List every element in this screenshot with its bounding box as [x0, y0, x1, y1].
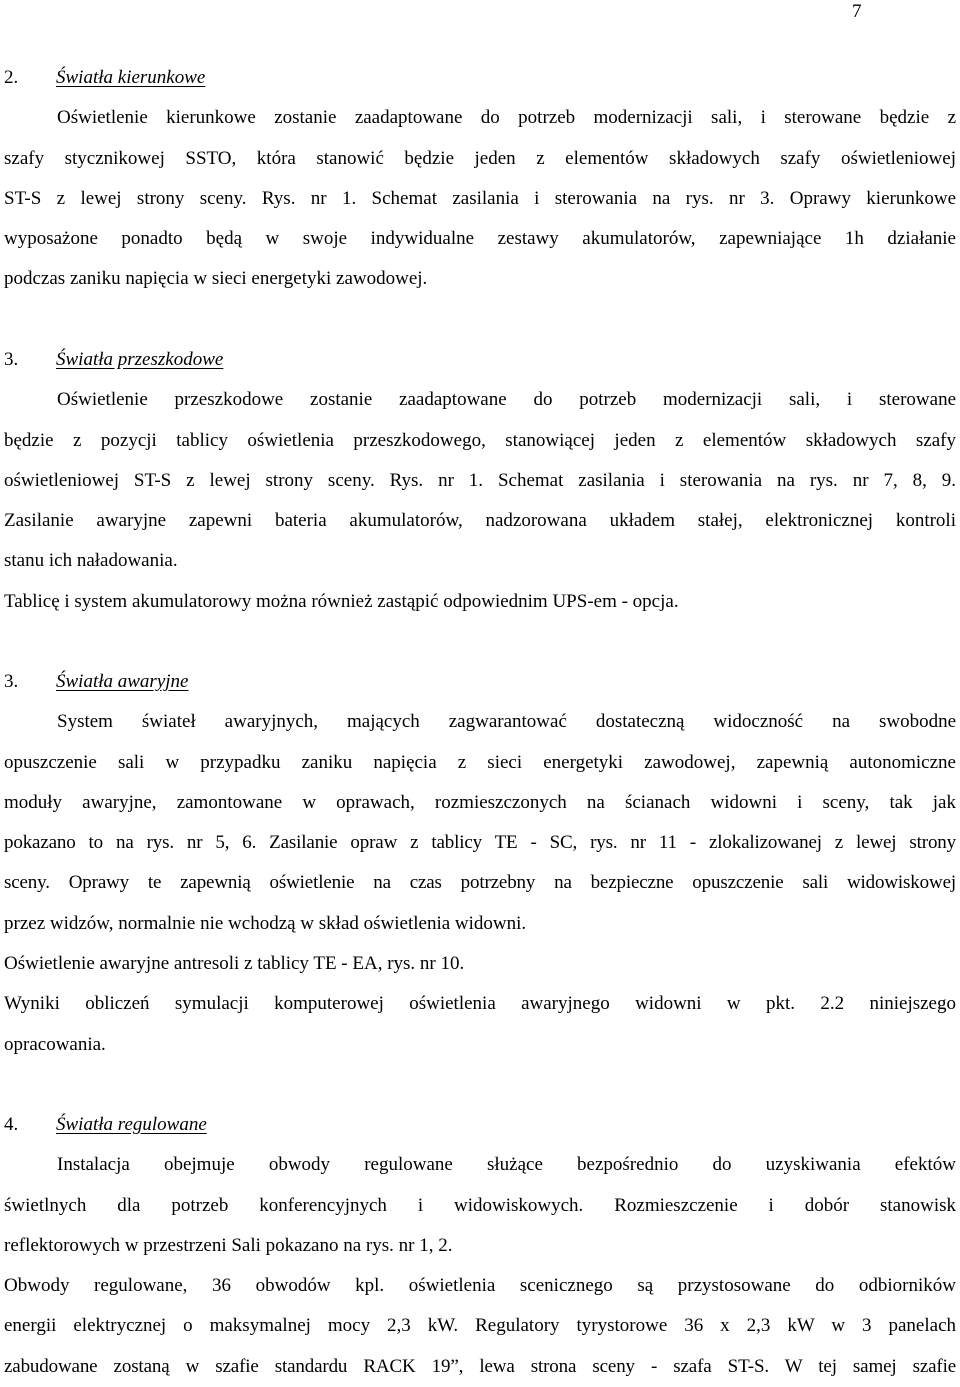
paragraph-line: reflektorowych w przestrzeni Sali pokazano na rys. nr 1, 2.: [4, 1234, 453, 1256]
paragraph-line: Wyniki obliczeń symulacji komputerowej oświetlenia awaryjnego widowni w pkt. 2.2 niniejszego: [4, 993, 956, 1015]
paragraph-line: Oświetlenie kierunkowe zostanie zaadaptowane do potrzeb modernizacji sali, i sterowane będzie z: [57, 107, 956, 129]
paragraph-line: przez widzów, normalnie nie wchodzą w skład oświetlenia widowni.: [4, 912, 527, 934]
section-number: 2.: [4, 67, 19, 88]
paragraph-line: Obwody regulowane, 36 obwodów kpl. oświetlenia scenicznego są przystosowane do odbiorników: [4, 1275, 956, 1297]
section-dimmable-lights: [4, 1105, 956, 1387]
paragraph-line: moduły awaryjne, zamontowane w oprawach, rozmieszczonych na ścianach widowni i sceny, tak jak: [4, 791, 956, 813]
paragraph-line: Instalacja obejmuje obwody regulowane służące bezpośrednio do uzyskiwania efektów: [57, 1154, 956, 1176]
paragraph-line: Zasilanie awaryjne zapewni bateria akumulatorów, nadzorowana układem stałej, elektronicznej kontroli: [4, 510, 956, 532]
section-title: Światła regulowane: [56, 1114, 207, 1135]
paragraph-line: Tablicę i system akumulatorowy można również zastąpić odpowiednim UPS-em - opcja.: [4, 590, 679, 612]
paragraph-line: energii elektrycznej o maksymalnej mocy 2,3 kW. Regulatory tyrystorowe 36 x 2,3 kW w 3 panelach: [4, 1315, 956, 1337]
paragraph-line: stanu ich naładowania.: [4, 550, 178, 572]
paragraph-line: ST-S z lewej strony sceny. Rys. nr 1. Schemat zasilania i sterowania na rys. nr 3. Oprawy kierunkowe: [4, 187, 956, 209]
section-number: 4.: [4, 1114, 19, 1135]
paragraph-line: Oświetlenie awaryjne antresoli z tablicy TE - EA, rys. nr 10.: [4, 953, 465, 975]
section-heading: [4, 662, 956, 702]
section-title: Światła awaryjne: [56, 671, 189, 692]
paragraph-line: będzie z pozycji tablicy oświetlenia przeszkodowego, stanowiącej jeden z elementów składowych szafy: [4, 429, 956, 451]
paragraph-line: podczas zaniku napięcia w sieci energetyki zawodowej.: [4, 268, 428, 290]
section-heading: [4, 1105, 956, 1145]
section-number: 3.: [4, 349, 19, 370]
paragraph-line: zabudowane zostaną w szafie standardu RACK 19”, lewa strona sceny - szafa ST-S. W tej samej szafie: [4, 1355, 956, 1377]
section-heading: [4, 58, 956, 98]
paragraph-line: opracowania.: [4, 1033, 106, 1055]
section-title: Światła kierunkowe: [56, 67, 206, 88]
paragraph-line: opuszczenie sali w przypadku zaniku napięcia z sieci energetyki zawodowej, zapewnią autonomiczne: [4, 751, 956, 773]
paragraph-line: Oświetlenie przeszkodowe zostanie zaadaptowane do potrzeb modernizacji sali, i sterowane: [57, 389, 956, 411]
paragraph-line: świetlnych dla potrzeb konferencyjnych i widowiskowych. Rozmieszczenie i dobór stanowisk: [4, 1194, 956, 1216]
section-title: Światła przeszkodowe: [56, 349, 224, 370]
paragraph-line: sceny. Oprawy te zapewnią oświetlenie na czas potrzebny na bezpieczne opuszczenie sali widowiskowej: [4, 872, 956, 894]
paragraph-line: System świateł awaryjnych, mających zagwarantować dostateczną widoczność na swobodne: [57, 711, 956, 733]
section-directional-lights: [4, 58, 956, 300]
page-number: 7: [852, 1, 862, 22]
section-emergency-lights: [4, 662, 956, 1065]
section-obstruction-lights: [4, 340, 956, 622]
section-number: 3.: [4, 671, 19, 692]
paragraph-line: oświetleniowej ST-S z lewej strony sceny. Rys. nr 1. Schemat zasilania i sterowania na rys. nr 7, 8, 9.: [4, 469, 956, 491]
paragraph-line: wyposażone ponadto będą w swoje indywidualne zestawy akumulatorów, zapewniające 1h działanie: [4, 228, 956, 250]
section-heading: [4, 340, 956, 380]
paragraph-line: pokazano to na rys. nr 5, 6. Zasilanie opraw z tablicy TE - SC, rys. nr 11 - zlokalizowanej z lewej strony: [4, 832, 956, 854]
paragraph-line: szafy stycznikowej SSTO, która stanowić będzie jeden z elementów składowych szafy oświetleniowej: [4, 147, 956, 169]
